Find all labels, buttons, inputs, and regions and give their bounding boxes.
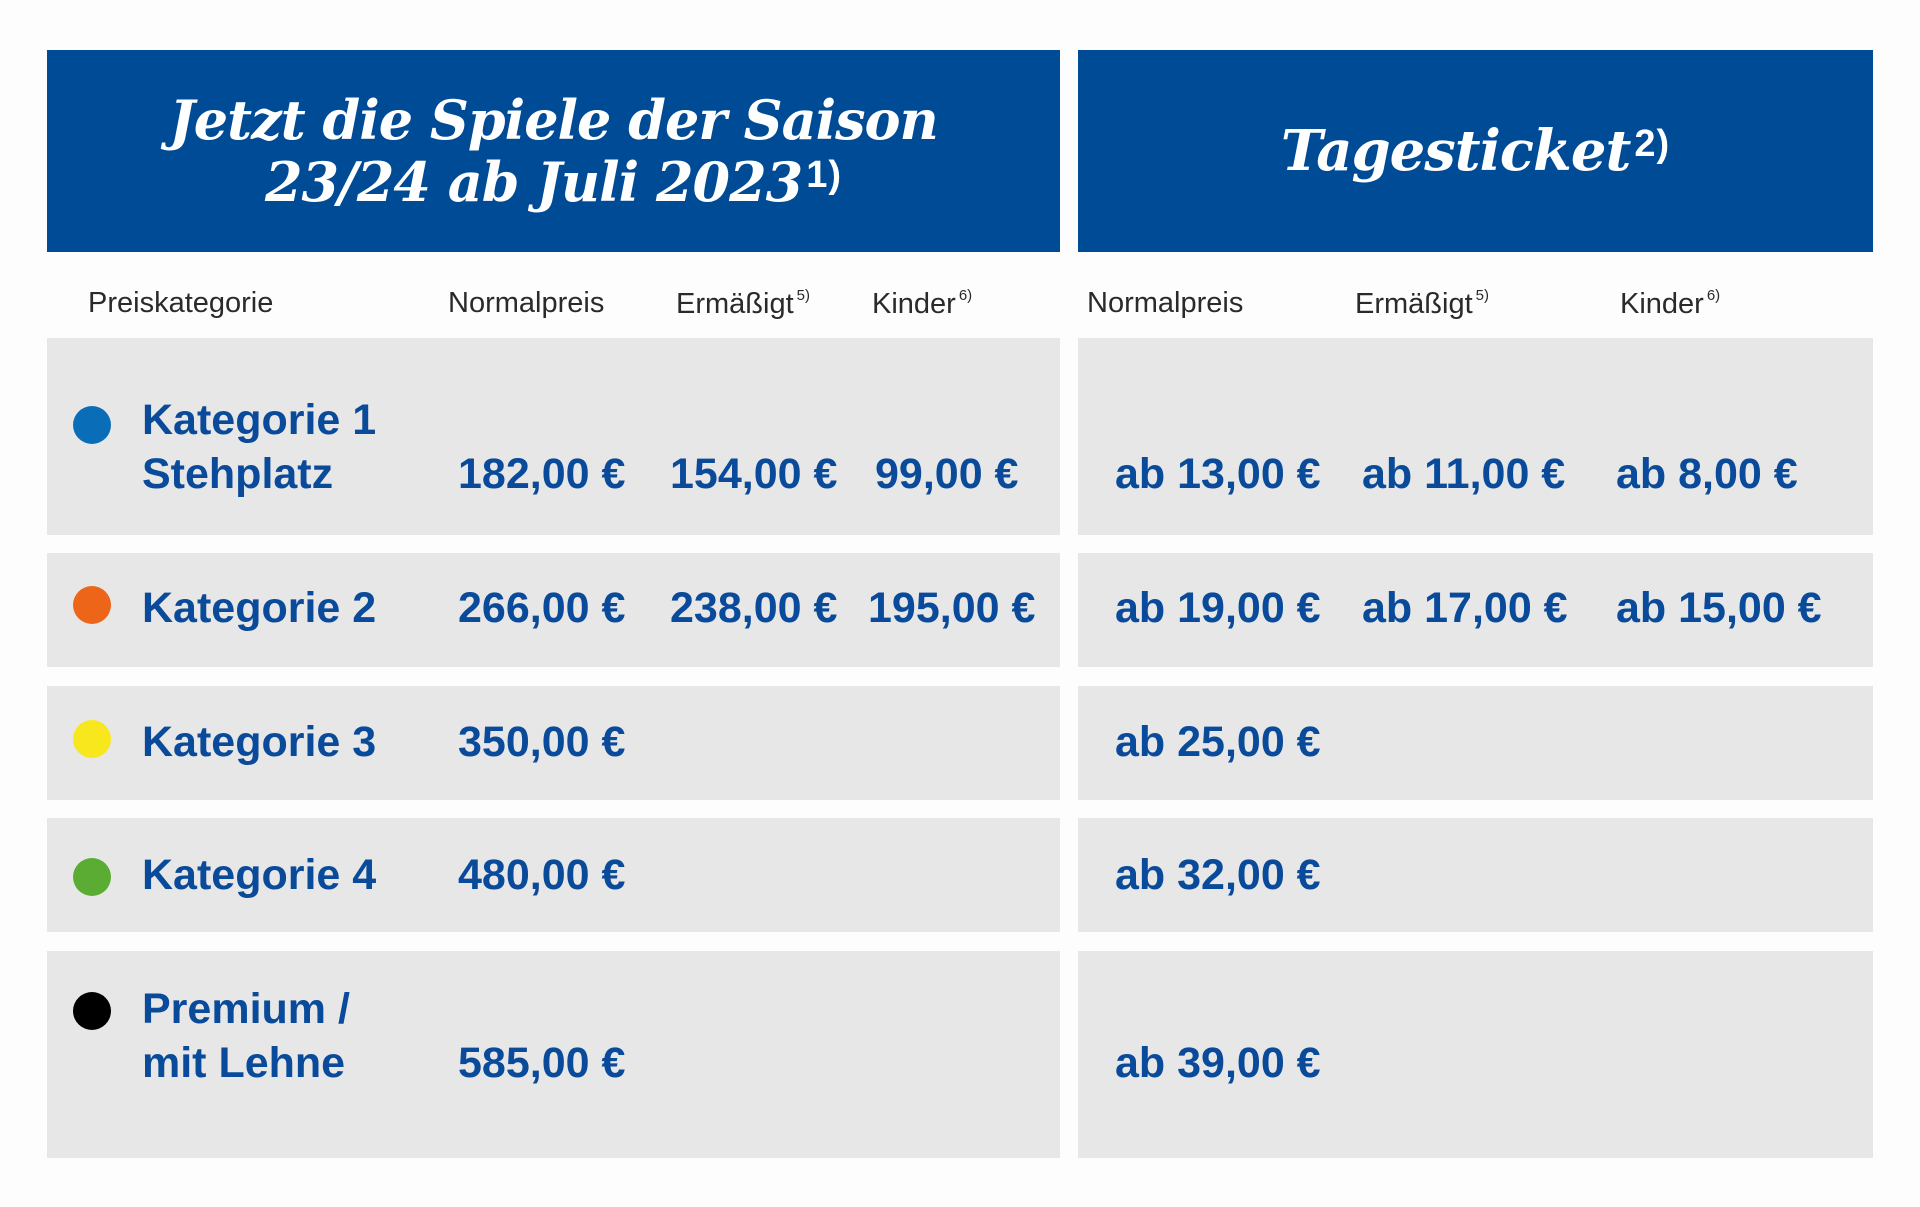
header-reduced-note: 5)	[796, 287, 810, 304]
category-4-color-dot	[73, 858, 111, 896]
season-ticket-title	[169, 89, 938, 213]
header-day-reduced	[1355, 287, 1489, 321]
category-1-name-line1: Kategorie 1	[142, 396, 377, 444]
day-ticket-banner	[1078, 50, 1873, 252]
category-2-normal-price: 266,00 €	[458, 584, 626, 632]
header-reduced	[676, 287, 810, 321]
header-kids-label: Kinder	[872, 288, 956, 320]
category-1-color-dot	[73, 406, 111, 444]
day-ticket-title	[1281, 119, 1670, 183]
category-2-reduced-price: 238,00 €	[670, 584, 838, 632]
category-1-name-line2: Stehplatz	[142, 450, 334, 498]
premium-color-dot	[73, 992, 111, 1030]
category-3-name: Kategorie 3	[142, 718, 377, 766]
day-ticket-title-text: Tagesticket	[1280, 117, 1631, 184]
premium-normal-price: 585,00 €	[458, 1039, 626, 1087]
category-1-day-kids-price: ab 8,00 €	[1616, 450, 1798, 498]
premium-label	[142, 982, 350, 1090]
category-1-kids-price: 99,00 €	[875, 450, 1019, 498]
row-kategorie-1-day	[1078, 338, 1873, 535]
category-3-color-dot	[73, 720, 111, 758]
season-ticket-banner	[47, 50, 1060, 252]
header-kids	[872, 287, 972, 321]
category-2-color-dot	[73, 586, 111, 624]
header-reduced-label: Ermäßigt	[676, 288, 794, 320]
premium-day-normal-price: ab 39,00 €	[1115, 1039, 1321, 1087]
category-4-name: Kategorie 4	[142, 851, 377, 899]
season-ticket-footnote: 1)	[806, 154, 843, 196]
premium-name-line2: mit Lehne	[142, 1039, 346, 1087]
premium-name-line1: Premium /	[142, 985, 350, 1033]
category-2-day-reduced-price: ab 17,00 €	[1362, 584, 1568, 632]
category-2-day-normal-price: ab 19,00 €	[1115, 584, 1321, 632]
category-2-day-kids-price: ab 15,00 €	[1616, 584, 1822, 632]
category-3-day-normal-price: ab 25,00 €	[1115, 718, 1321, 766]
header-day-normal-price: Normalpreis	[1087, 287, 1244, 319]
header-kids-note: 6)	[958, 287, 973, 304]
header-day-kids-note: 6)	[1706, 287, 1721, 304]
day-ticket-footnote: 2)	[1634, 122, 1671, 165]
category-3-normal-price: 350,00 €	[458, 718, 626, 766]
header-day-kids-label: Kinder	[1620, 288, 1704, 320]
header-day-reduced-note: 5)	[1475, 287, 1489, 304]
category-1-day-reduced-price: ab 11,00 €	[1362, 450, 1566, 498]
category-4-day-normal-price: ab 32,00 €	[1115, 851, 1321, 899]
season-ticket-title-line2: 23/24 ab Juli 2023	[264, 150, 803, 214]
header-day-reduced-label: Ermäßigt	[1355, 288, 1473, 320]
category-1-day-normal-price: ab 13,00 €	[1115, 450, 1321, 498]
season-ticket-title-line1: Jetzt die Spiele der Saison	[169, 87, 938, 152]
header-normal-price: Normalpreis	[448, 287, 605, 319]
category-1-normal-price: 182,00 €	[458, 450, 626, 498]
category-4-normal-price: 480,00 €	[458, 851, 626, 899]
category-1-label	[142, 393, 376, 501]
header-day-kids	[1620, 287, 1720, 321]
header-price-category: Preiskategorie	[88, 287, 274, 319]
category-2-kids-price: 195,00 €	[868, 584, 1036, 632]
category-1-reduced-price: 154,00 €	[670, 450, 838, 498]
category-2-name: Kategorie 2	[142, 584, 377, 632]
